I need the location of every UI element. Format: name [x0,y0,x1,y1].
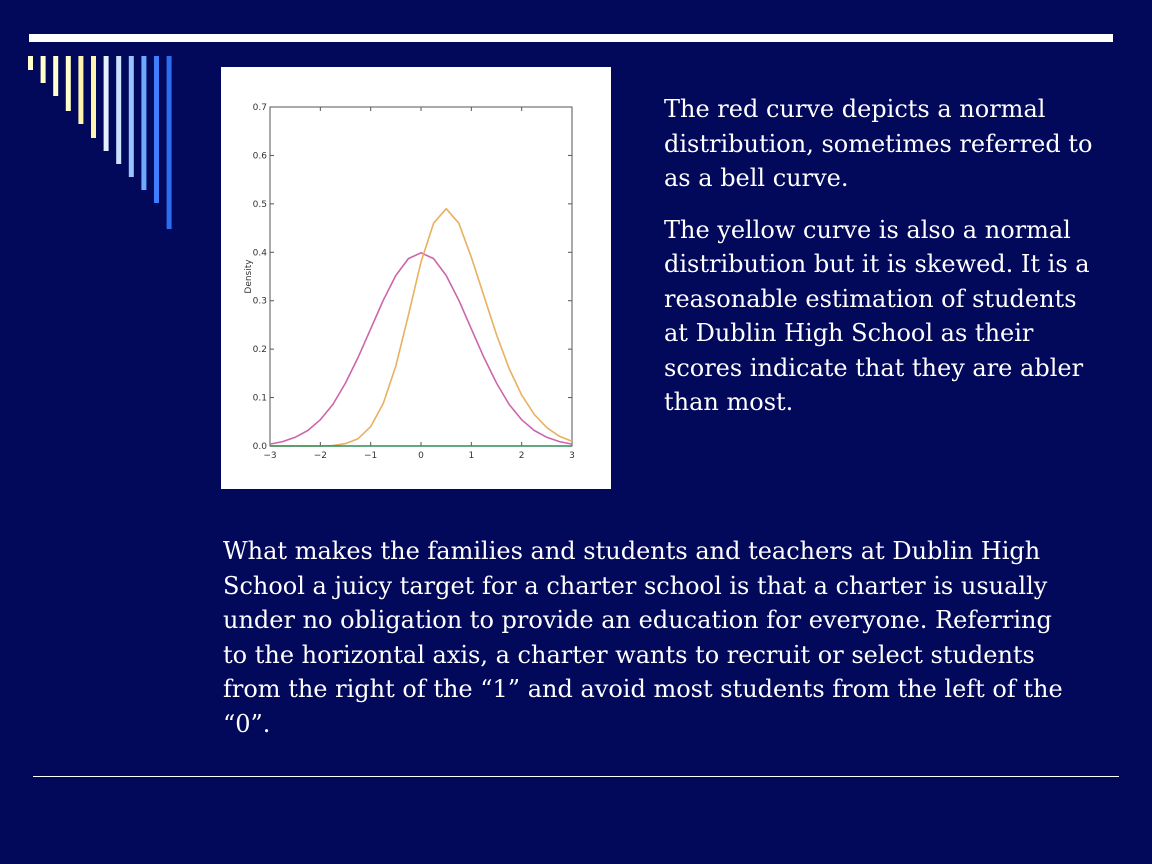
y-tick-label: 0.5 [252,199,267,210]
series-line-standard-normal [270,253,572,444]
density-chart [221,67,611,489]
y-tick-label: 0.7 [252,103,267,113]
x-tick-label: 2 [518,451,525,461]
y-tick-label: 0.0 [252,442,267,452]
chart-panel [221,67,611,489]
decorative-stripes [28,56,188,236]
bottom-paragraph: What makes the families and students and teachers at Dublin High School a juicy target for a charter school is that a charter is usually under no obligation to provide an education for everyone. Referring to the horizontal axis, a charter wants to recruit or select students from the right of the “1” and avoid most students from the left of the “0”. [223,537,1063,738]
x-tick-label: 3 [569,451,575,461]
y-tick-label: 0.6 [252,151,267,162]
paragraph-yellow-curve: The yellow curve is also a normal distribution but it is skewed. It is a reasonable estimation of students at Dublin High School as their scores indicate that they are abler than most. [664,215,1090,416]
paragraph-red-curve: The red curve depicts a normal distribution, sometimes referred to as a bell curve. [664,95,1093,192]
top-rule [29,34,1113,42]
x-tick-label: −3 [263,451,277,461]
y-tick-label: 0.3 [252,296,267,307]
x-tick-label: −1 [364,451,378,461]
stripe-bar [154,56,159,203]
stripe-bar [28,56,33,70]
stripe-bar [78,56,83,124]
side-text [664,92,1104,437]
series-line-skewed-normal [270,209,572,446]
plot-frame [270,107,572,446]
stripe-bar [167,56,172,229]
x-tick-label: 0 [418,451,424,461]
stripe-bar [141,56,146,190]
stripe-bar [91,56,96,138]
y-tick-label: 0.4 [252,248,267,259]
x-tick-label: 1 [468,451,475,461]
stripe-bar [116,56,121,164]
stripe-bar [129,56,134,177]
stripe-bar [66,56,71,111]
x-tick-label: −2 [313,451,327,461]
y-tick-label: 0.2 [252,345,267,356]
y-axis-label: Density [244,259,254,294]
y-tick-label: 0.1 [252,393,267,404]
bottom-rule [33,776,1119,777]
stripe-bar [53,56,58,96]
stripe-bar [104,56,109,151]
stripe-bar [41,56,46,83]
